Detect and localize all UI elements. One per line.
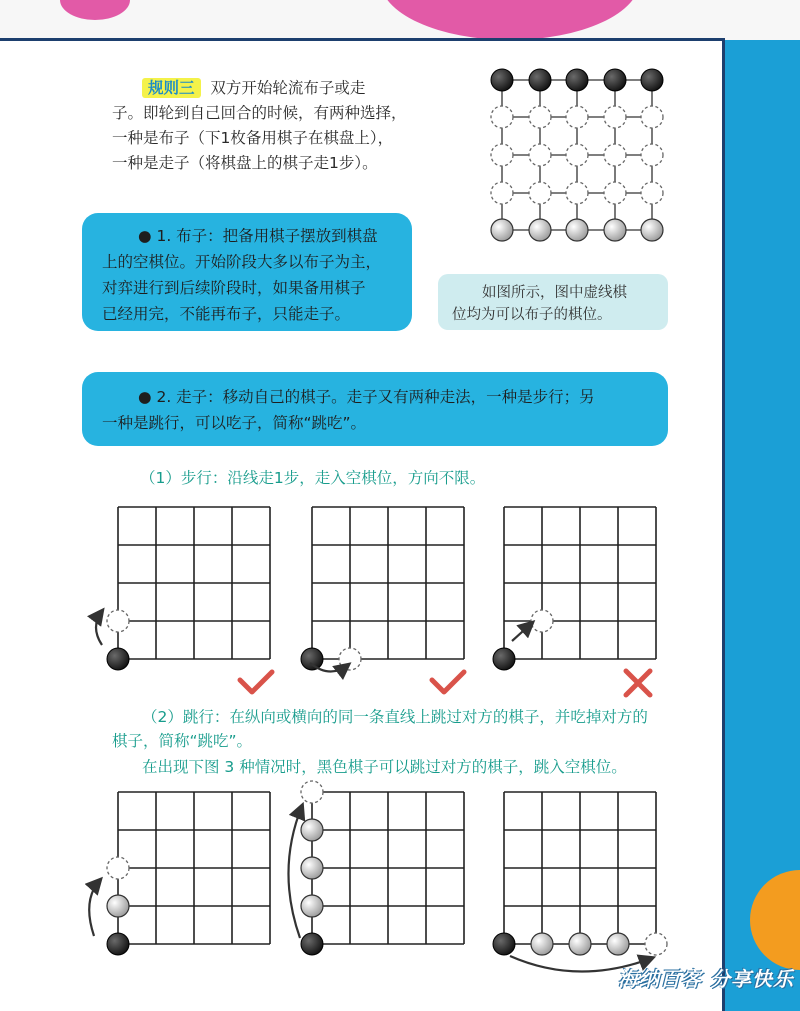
- empty-spot-icon: [604, 182, 626, 204]
- placing-line1: ● 1. 布子：把备用棋子摆放到棋盘: [138, 227, 378, 245]
- black-stone-icon: [107, 648, 129, 670]
- arrow-icon: [96, 611, 102, 645]
- jump-diagram-1: [80, 780, 280, 970]
- black-stone-icon: [493, 648, 515, 670]
- empty-spot-icon: [566, 106, 588, 128]
- jump-line1: （2）跳行：在纵向或横向的同一条直线上跳过对方的棋子，并吃掉对方的: [142, 708, 648, 726]
- white-stone-icon: [531, 933, 553, 955]
- moving-bubble: [82, 372, 668, 446]
- moving-line2: 一种是跳行，可以吃子，简称“跳吃”。: [102, 414, 367, 432]
- black-stone-icon: [641, 69, 663, 91]
- arrow-icon: [89, 880, 100, 936]
- white-stone-icon: [641, 219, 663, 241]
- placing-line4: 已经用完，不能再布子，只能走子。: [102, 305, 351, 323]
- empty-spot-icon: [641, 144, 663, 166]
- white-stone-icon: [301, 857, 323, 879]
- board-grid: [118, 792, 270, 944]
- empty-spot-icon: [641, 182, 663, 204]
- jump-diagram-2: [290, 780, 490, 970]
- step-diagram-3: [482, 495, 682, 675]
- black-stone-icon: [491, 69, 513, 91]
- setup-board-diagram: [488, 68, 668, 248]
- board-grid: [504, 507, 656, 659]
- step-diagram-1: [80, 495, 280, 675]
- jump-line3: 在出现下图 3 种情况时，黑色棋子可以跳过对方的棋子，跳入空棋位。: [142, 758, 627, 776]
- empty-spot-icon: [566, 144, 588, 166]
- placing-line3: 对弈进行到后续阶段时，如果备用棋子: [102, 279, 366, 297]
- rule3-line2: 子。即轮到自己回合的时候，有两种选择，: [112, 104, 407, 122]
- empty-spot-icon: [491, 182, 513, 204]
- black-stone-icon: [529, 69, 551, 91]
- check-icon: [428, 668, 468, 698]
- white-stone-icon: [604, 219, 626, 241]
- empty-spot-icon: [107, 610, 129, 632]
- white-stone-icon: [607, 933, 629, 955]
- empty-spot-icon: [641, 106, 663, 128]
- white-stone-icon: [566, 219, 588, 241]
- black-stone-icon: [301, 648, 323, 670]
- empty-spot-icon: [566, 182, 588, 204]
- rule3-line3: 一种是布子（下1枚备用棋子在棋盘上），: [112, 129, 394, 147]
- rule3-paragraph: [112, 76, 422, 176]
- empty-spot-icon: [491, 144, 513, 166]
- empty-spot-icon: [529, 106, 551, 128]
- empty-spot-icon: [491, 106, 513, 128]
- note-box: [438, 274, 668, 330]
- empty-spot-icon: [339, 648, 361, 670]
- empty-spot-icon: [531, 610, 553, 632]
- empty-spot-icon: [529, 182, 551, 204]
- board-grid: [312, 792, 464, 944]
- board-grid: [312, 507, 464, 659]
- jump-paragraph: [112, 705, 712, 779]
- step-diagram-2: [290, 495, 490, 675]
- arrow-icon: [288, 806, 302, 938]
- black-stone-icon: [107, 933, 129, 955]
- check-icon: [236, 668, 276, 698]
- empty-spot-icon: [604, 106, 626, 128]
- white-stone-icon: [301, 819, 323, 841]
- moving-line1: ● 2. 走子：移动自己的棋子。走子又有两种走法，一种是步行；另: [138, 388, 595, 406]
- decor-orange-blob: [750, 870, 800, 970]
- board-grid: [504, 792, 656, 944]
- white-stone-icon: [301, 895, 323, 917]
- white-stone-icon: [491, 219, 513, 241]
- black-stone-icon: [493, 933, 515, 955]
- empty-spot-icon: [301, 781, 323, 803]
- empty-spot-icon: [529, 144, 551, 166]
- white-stone-icon: [529, 219, 551, 241]
- rule3-line1: 双方开始轮流布子或走: [210, 79, 366, 97]
- jump-diagram-3: [482, 780, 682, 990]
- empty-spot-icon: [107, 857, 129, 879]
- black-stone-icon: [301, 933, 323, 955]
- rule3-line4: 一种是走子（将棋盘上的棋子走1步）。: [112, 154, 378, 172]
- empty-spot-icon: [645, 933, 667, 955]
- cross-icon: [622, 668, 654, 698]
- black-stone-icon: [566, 69, 588, 91]
- step-title: （1）步行：沿线走1步，走入空棋位，方向不限。: [140, 469, 486, 487]
- empty-spot-icon: [604, 144, 626, 166]
- rule3-tag: 规则三: [142, 78, 201, 98]
- black-stone-icon: [604, 69, 626, 91]
- note-line1: 如图所示，图中虚线棋: [482, 285, 627, 301]
- placing-bubble: [82, 213, 412, 331]
- placing-line2: 上的空棋位。开始阶段大多以布子为主，: [102, 253, 382, 271]
- white-stone-icon: [569, 933, 591, 955]
- note-line2: 位均为可以布子的棋位。: [452, 307, 612, 323]
- board-grid: [118, 507, 270, 659]
- arrow-icon: [512, 623, 532, 641]
- watermark: 海纳百客 分享快乐: [618, 967, 794, 991]
- white-stone-icon: [107, 895, 129, 917]
- jump-line2: 棋子，简称“跳吃”。: [112, 732, 253, 750]
